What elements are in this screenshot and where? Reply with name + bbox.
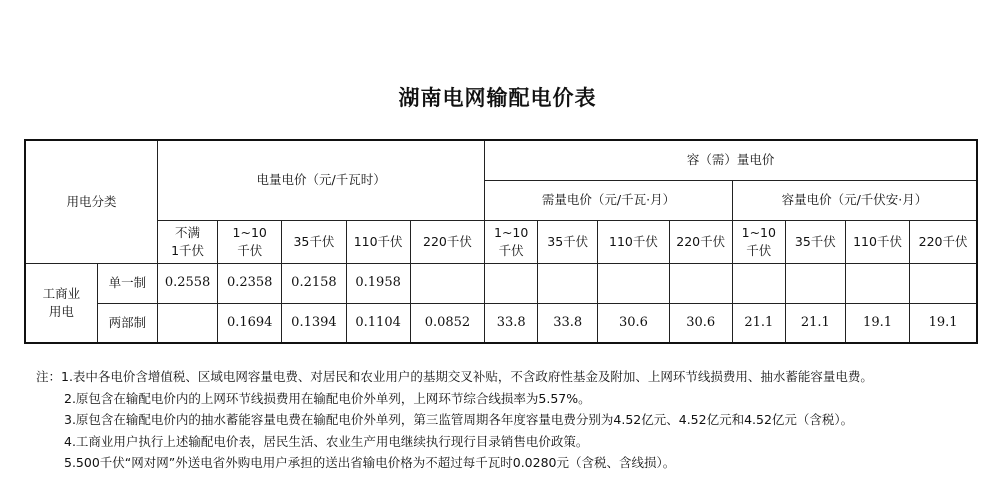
capacity-price-cell [845, 263, 909, 303]
capacity-price-header: 容量电价（元/千伏安·月） [732, 180, 977, 220]
capacity-voltage-header: 220千伏 [910, 220, 977, 263]
energy-price-cell: 0.1104 [346, 303, 410, 343]
rate-type-label: 单一制 [97, 263, 157, 303]
demand-price-cell: 33.8 [538, 303, 598, 343]
note-line: 注：1.表中各电价含增值税、区域电网容量电费、对居民和农业用户的基期交叉补贴，不含政府性基金及附加、上网环节线损费用、抽水蓄能容量电费。 [36, 369, 873, 384]
capacity-price-cell [910, 263, 977, 303]
capacity-price-cell [732, 263, 785, 303]
note-line: 3.原包含在输配电价内的抽水蓄能容量电费在输配电价外单列，第三监管周期各年度容量电费分别为4.52亿元、4.52亿元和4.52亿元（含税）。 [64, 412, 854, 427]
capacity-price-cell: 19.1 [910, 303, 977, 343]
demand-price-cell: 33.8 [485, 303, 538, 343]
demand-price-cell [669, 263, 732, 303]
energy-price-cell: 0.2558 [158, 263, 218, 303]
energy-price-cell: 0.1394 [282, 303, 346, 343]
energy-voltage-header: 1~10 千伏 [218, 220, 282, 263]
demand-price-cell [485, 263, 538, 303]
industry-label: 工商业 用电 [25, 263, 97, 343]
capacity-price-cell [785, 263, 845, 303]
demand-price-header: 需量电价（元/千瓦·月） [485, 180, 733, 220]
capacity-voltage-header: 110千伏 [845, 220, 909, 263]
capacity-voltage-header: 35千伏 [785, 220, 845, 263]
energy-price-cell: 0.1958 [346, 263, 410, 303]
demand-price-cell [538, 263, 598, 303]
capacity-price-cell: 21.1 [785, 303, 845, 343]
energy-voltage-header: 220千伏 [410, 220, 484, 263]
demand-price-cell: 30.6 [669, 303, 732, 343]
energy-price-cell [410, 263, 484, 303]
demand-voltage-header: 35千伏 [538, 220, 598, 263]
energy-price-cell: 0.2158 [282, 263, 346, 303]
demand-voltage-header: 110千伏 [598, 220, 669, 263]
demand-price-cell [598, 263, 669, 303]
note-line: 4.工商业用户执行上述输配电价表，居民生活、农业生产用电继续执行现行目录销售电价政策。 [64, 433, 589, 449]
energy-voltage-header: 35千伏 [282, 220, 346, 263]
capacity-price-cell: 21.1 [732, 303, 785, 343]
energy-price-cell [158, 303, 218, 343]
energy-price-cell: 0.2358 [218, 263, 282, 303]
energy-price-cell: 0.1694 [218, 303, 282, 343]
energy-voltage-header: 不满 1千伏 [158, 220, 218, 263]
demand-price-cell: 30.6 [598, 303, 669, 343]
capacity-price-cell: 19.1 [845, 303, 909, 343]
demand-voltage-header: 1~10 千伏 [485, 220, 538, 263]
rate-type-label: 两部制 [97, 303, 157, 343]
page-title: 湖南电网输配电价表 [398, 85, 597, 110]
note-line: 5.500千伏“网对网”外送电省外购电用户承担的送出省输电价格为不超过每千瓦时0.0280元（含税、含线损）。 [64, 455, 676, 470]
note-line: 2.原包含在输配电价内的上网环节线损费用在输配电价外单列，上网环节综合线损率为5.57%。 [64, 390, 591, 406]
category-header: 用电分类 [25, 140, 158, 263]
energy-price-header: 电量电价（元/千瓦时） [158, 140, 485, 220]
tariff-table [24, 139, 978, 344]
capacity-voltage-header: 1~10 千伏 [732, 220, 785, 263]
notes [36, 366, 976, 474]
capacity-group-header: 容（需）量电价 [485, 140, 977, 180]
energy-voltage-header: 110千伏 [346, 220, 410, 263]
energy-price-cell: 0.0852 [410, 303, 484, 343]
demand-voltage-header: 220千伏 [669, 220, 732, 263]
